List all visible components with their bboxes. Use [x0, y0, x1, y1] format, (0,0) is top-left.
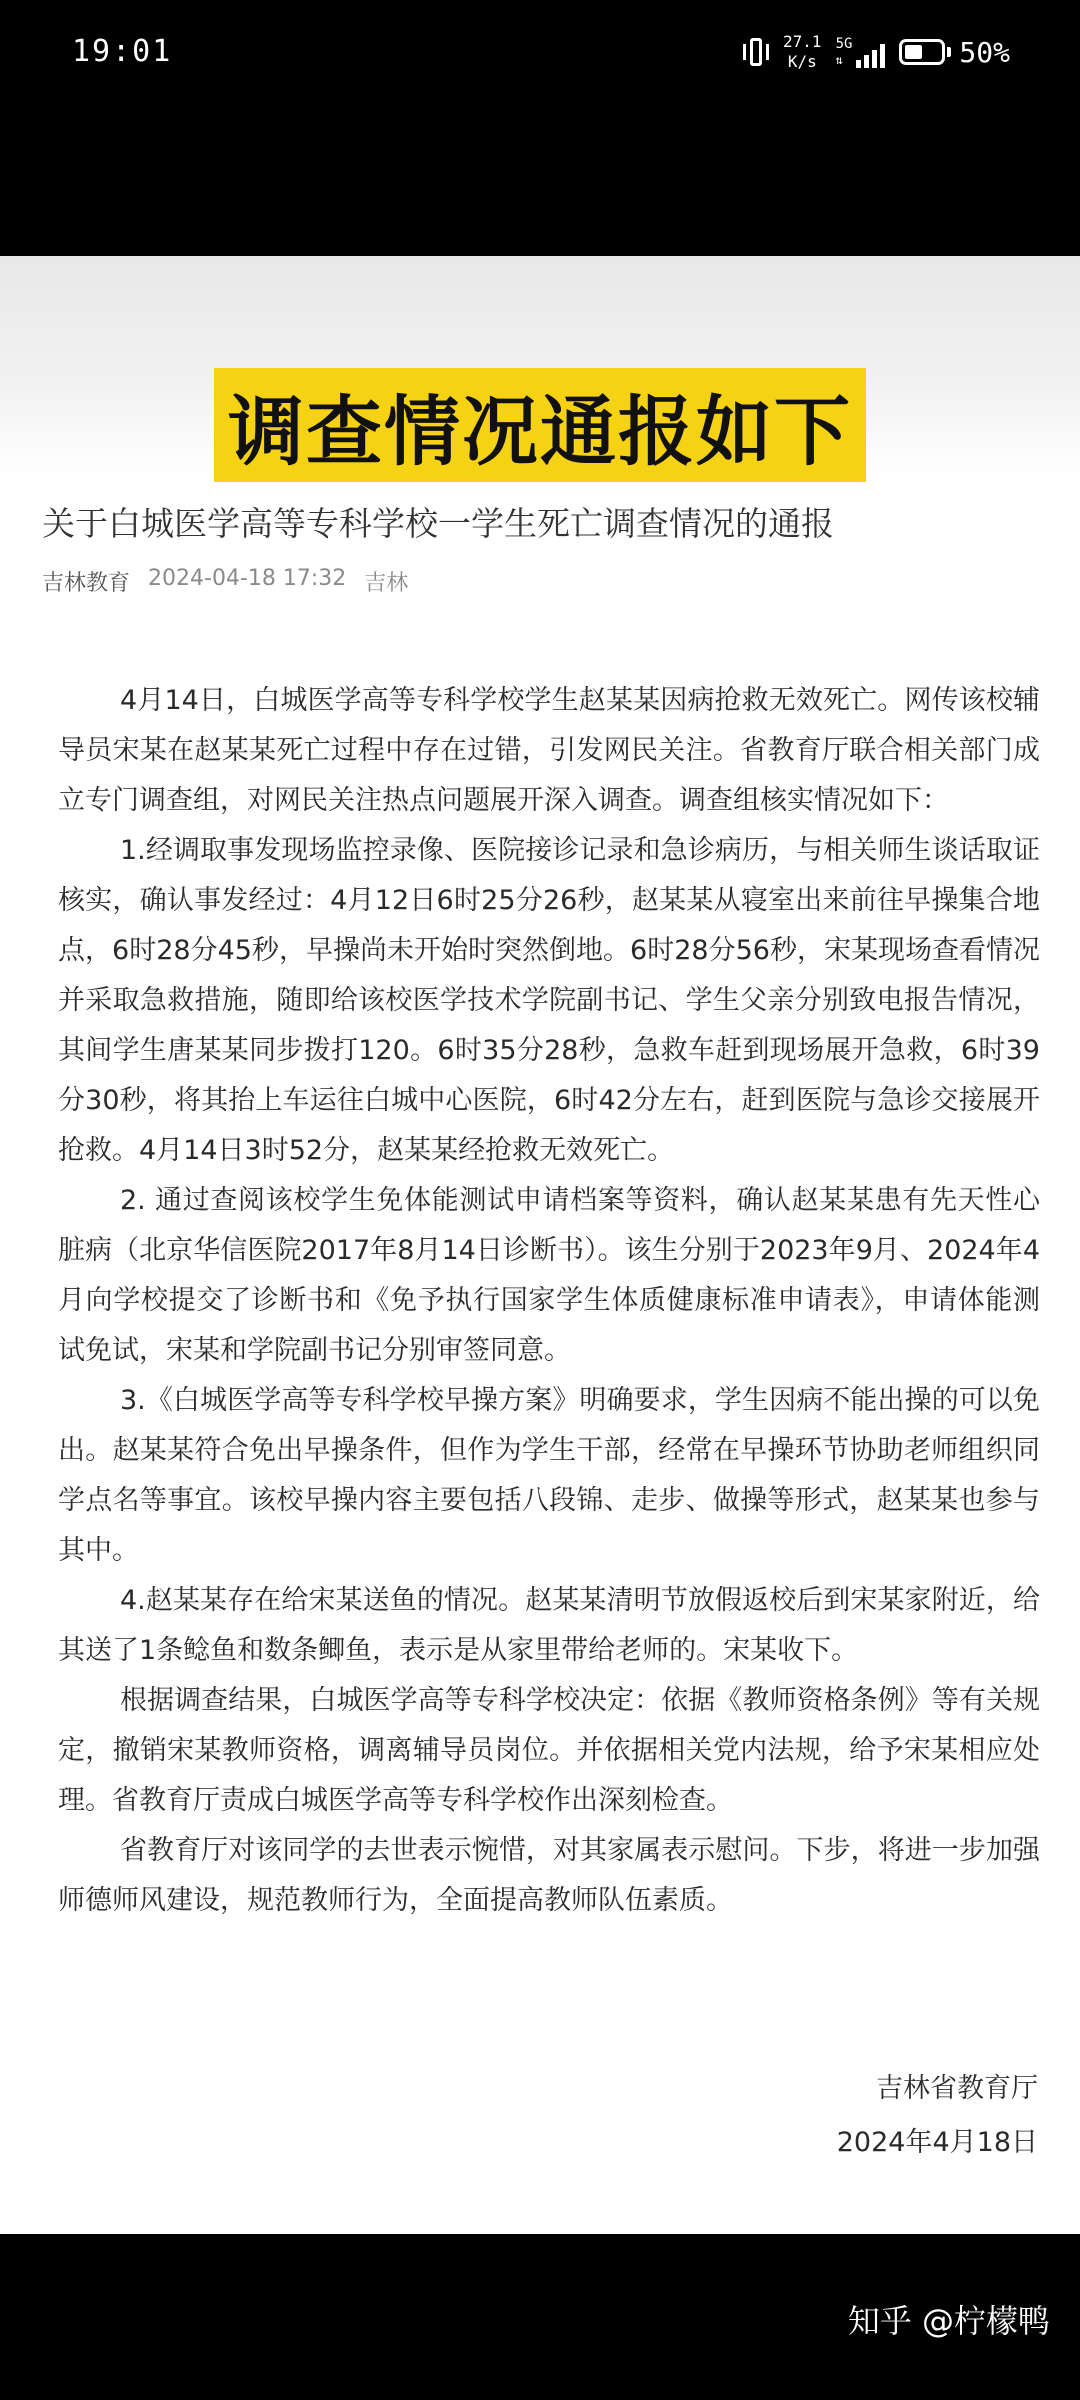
article-datetime: 2024-04-18 17:32 [148, 566, 347, 591]
speed-unit: K/s [787, 52, 817, 71]
battery-icon [899, 39, 945, 65]
data-arrows-icon: ⇅ [835, 53, 843, 67]
paragraph: 省教育厅对该同学的去世表示惋惜，对其家属表示慰问。下步，将进一步加强师德师风建设，规范教师行为，全面提高教师队伍素质。 [58, 1835, 1040, 1916]
signature-org: 吉林省教育厅 [876, 2073, 1038, 2104]
signature-date: 2024年4月18日 [836, 2127, 1038, 2158]
status-time: 19:01 [72, 34, 173, 69]
paragraph: 根据调查结果，白城医学高等专科学校决定：依据《教师资格条例》等有关规定，撤销宋某教师资格，调离辅导员岗位。并依据相关党内法规，给予宋某相应处理。省教育厅责成白城医学高等专科学校作出深刻检查。 [58, 1685, 1040, 1816]
signature-block [836, 2073, 1038, 2170]
signal-group [836, 36, 886, 68]
banner-highlight [214, 368, 866, 482]
battery-indicator [899, 36, 1010, 69]
article-image [0, 256, 1080, 2234]
banner-title: 调查情况通报如下 [228, 386, 852, 476]
status-icons [743, 30, 1010, 74]
zhihu-watermark: 知乎 @柠檬鸭 [847, 2302, 1050, 2340]
paragraph: 4.赵某某存在给宋某送鱼的情况。赵某某清明节放假返校后到宋某家附近，给其送了1条鲶鱼和数条鲫鱼，表示是从家里带给老师的。宋某收下。 [58, 1585, 1040, 1666]
paragraph: 1.经调取事发现场监控录像、医院接诊记录和急诊病历，与相关师生谈话取证核实，确认事发经过：4月12日6时25分26秒，赵某某从寝室出来前往早操集合地点，6时28分45秒，早操尚未开始时突然倒地。6时28分56秒，宋某现场查看情况并采取急救措施，随即给该校医学技术学院副书记、学生父亲分别致电报告情况，其间学生唐某某同步拨打120。6时35分28秒，急救车赶到现场展开急救，6时39分30秒，将其抬上车运往白城中心医院，6时42分左右，赶到医院与急诊交接展开抢救。4月14日3时52分，赵某某经抢救无效死亡。 [58, 835, 1040, 1166]
vibrate-icon [743, 36, 769, 68]
article-meta [42, 566, 408, 597]
banner [0, 256, 1080, 476]
article-location: 吉林 [364, 571, 409, 596]
paragraph: 4月14日，白城医学高等专科学校学生赵某某因病抢救无效死亡。网传该校辅导员宋某在赵某某死亡过程中存在过错，引发网民关注。省教育厅联合相关部门成立专门调查组，对网民关注热点问题展开深入调查。调查组核实情况如下： [58, 685, 1040, 816]
network-type: 5G [835, 36, 853, 52]
battery-percent: 50% [959, 35, 1010, 69]
status-bar [0, 0, 1080, 110]
paragraph: 2. 通过查阅该校学生免体能测试申请档案等资料，确认赵某某患有先天性心脏病（北京华信医院2017年8月14日诊断书）。该生分别于2023年9月、2024年4月向学校提交了诊断书和《免予执行国家学生体质健康标准申请表》，申请体能测试免试，宋某和学院副书记分别审签同意。 [58, 1185, 1040, 1366]
network-speed [783, 32, 822, 72]
speed-value: 27.1 [783, 32, 822, 51]
article-title: 关于白城医学高等专科学校一学生死亡调查情况的通报 [42, 504, 834, 543]
paragraph: 3.《白城医学高等专科学校早操方案》明确要求，学生因病不能出操的可以免出。赵某某符合免出早操条件，但作为学生干部，经常在早操环节协助老师组织同学点名等事宜。该校早操内容主要包括八段锦、走步、做操等形式，赵某某也参与其中。 [58, 1385, 1040, 1566]
article-body [58, 676, 1040, 1926]
article-source: 吉林教育 [42, 571, 131, 596]
signal-bars-icon [856, 42, 885, 68]
